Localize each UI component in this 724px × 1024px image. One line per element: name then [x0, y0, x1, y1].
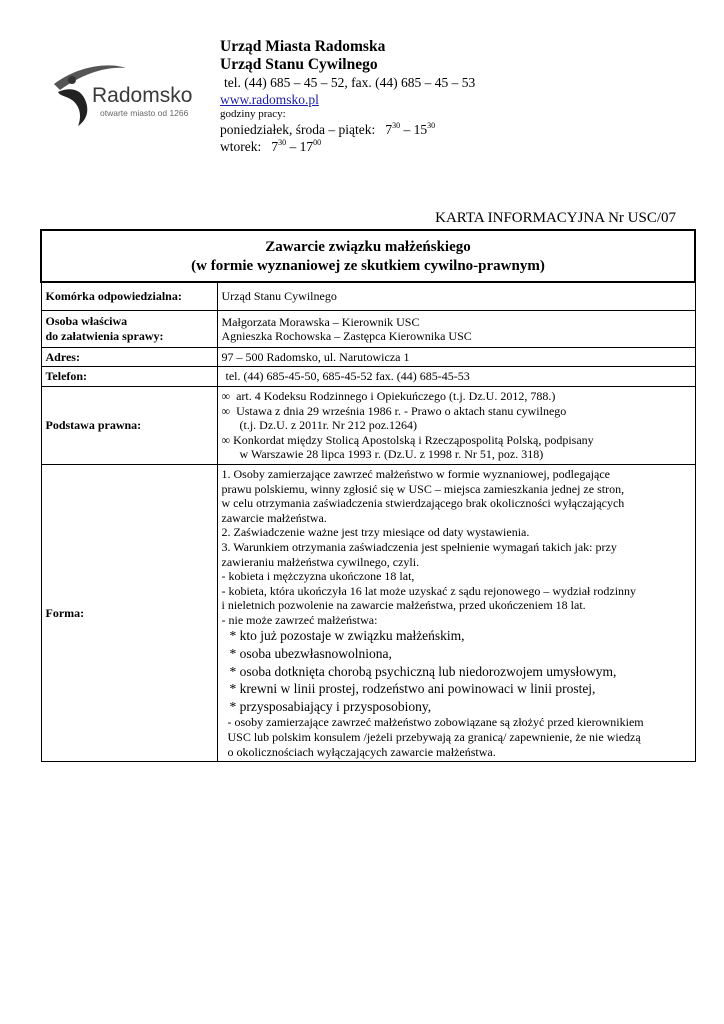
website-link[interactable]: www.radomsko.pl [220, 92, 319, 107]
hours-tuesday: wtorek: $7^{30} - 17^{00}$ [220, 138, 322, 154]
legal-basis-label: Podstawa prawna: [41, 386, 217, 464]
info-table [40, 229, 696, 762]
title-row [41, 230, 695, 282]
hours-weekdays: poniedziałek, środa – piątek: $7^{30} - 15^{30}$ [220, 121, 436, 137]
list-item: * osoba dotknięta chorobą psychiczną lub niedorozwojem umysłowym, [229, 663, 617, 679]
table-row [41, 464, 695, 761]
logo-tagline: otwarte miasto od 1266 [100, 108, 189, 118]
table-row [41, 367, 695, 387]
list-item-cont: w Warszawie 28 lipca 1993 r. (Dz.U. z 1998 r. Nr 51, poz. 318) [239, 447, 544, 462]
table-row [41, 347, 695, 367]
address-value: 97 – 500 Radomsko, ul. Narutowicza 1 [217, 347, 695, 367]
contact-line: tel. (44) 685 – 45 – 52, fax. (44) 685 – 45 – 53 [224, 75, 476, 90]
form-label: Forma: [41, 464, 217, 761]
address-label: Adres: [41, 347, 217, 367]
list-item: ∞ Konkordat między Stolicą Apostolską i Rzecząpospolitą Polską, podpisany [221, 432, 594, 447]
list-item: ∞ Ustawa z dnia 29 września 1986 r. - Prawo o aktach stanu cywilnego [221, 403, 567, 418]
phone-label: Telefon: [41, 367, 217, 387]
persons-value: Małgorzata Morawska – Kierownik USC Agnieszka Rochowska – Zastępca Kierownika USC [217, 310, 695, 347]
table-row [41, 310, 695, 347]
list-item: * osoba ubezwłasnowolniona, [229, 646, 392, 662]
radomsko-logo [48, 56, 198, 130]
list-item: * kto już pozostaje w związku małżeńskim, [229, 628, 465, 644]
hours-label: godziny pracy: [220, 108, 286, 120]
office-header [220, 38, 700, 155]
list-item: ∞ art. 4 Kodeksu Rodzinnego i Opiekuńczego (t.j. Dz.U. 2012, 788.) [221, 388, 556, 403]
office-name-registry: Urząd Stanu Cywilnego [220, 56, 378, 73]
list-item-cont: (t.j. Dz.U. z 2011r. Nr 212 poz.1264) [239, 418, 418, 433]
form-value: 1. Osoby zamierzające zawrzeć małżeństwo w formie wyznaniowej, podlegające prawu polskiemu, winny zgłosić się w USC – miejsca zamieszkania jednej ze stron, w celu otrzymania zaświadczenia stwierdzającego brak okoliczności wyłączających zawarcie małżeństwa. 2. Zaświadczenie ważne jest trzy miesiące od daty wystawienia. 3. Warunkiem otrzymania zaświadczenia jest spełnienie wymagań takich jak: przy zawieraniu małżeństwa cywilnego, czyli. - kobieta i mężczyzna ukończone 18 lat, - kobieta, która ukończyła 16 lat może uzyskać z sądu rejonowego – wydział rodzinny i nieletnich pozwolenie na zawarcie małżeństwa, przed ukończeniem 18 lat. - nie może zawrzeć małżeństwa: * kto już pozostaje w związku małżeńskim, * osoba ubezwłasnowolniona, * osoba dotknięta chorobą psychiczną lub niedorozwojem umysłowym, * krewni w linii prostej, rodzeństwo ani powinowaci w linii prostej, * przysposabiający i przysposobiony, - osoby zamierzające zawrzeć małżeństwo zobowiązane są złożyć przed kierownikiem USC lub polskim konsulem /jeżeli przebywają za granicą/ zapewnienie, że nie wiedzą o okolicznościach wyłączających zawarcie małżeństwa. [217, 464, 695, 761]
title-line-1: Zawarcie związku małżeńskiego [265, 239, 471, 255]
office-name-city: Urząd Miasta Radomska [220, 38, 386, 55]
unit-value: Urząd Stanu Cywilnego [217, 282, 695, 310]
legal-basis-value [217, 386, 695, 464]
table-row [41, 386, 695, 464]
persons-label: Osoba właściwa do załatwienia sprawy: [41, 310, 217, 347]
logo-brand-text: Radomsko [92, 84, 193, 107]
document-title [41, 230, 695, 282]
table-row [41, 282, 695, 310]
phone-value: tel. (44) 685-45-50, 685-45-52 fax. (44) 685-45-53 [217, 367, 695, 387]
title-line-2: (w formie wyznaniowej ze skutkiem cywilno-prawnym) [191, 258, 545, 274]
list-item: * przysposabiający i przysposobiony, [229, 698, 432, 714]
list-item: * krewni w linii prostej, rodzeństwo ani powinowaci w linii prostej, [229, 681, 596, 697]
card-number: KARTA INFORMACYJNA Nr USC/07 [435, 210, 676, 226]
unit-label: Komórka odpowiedzialna: [41, 282, 217, 310]
